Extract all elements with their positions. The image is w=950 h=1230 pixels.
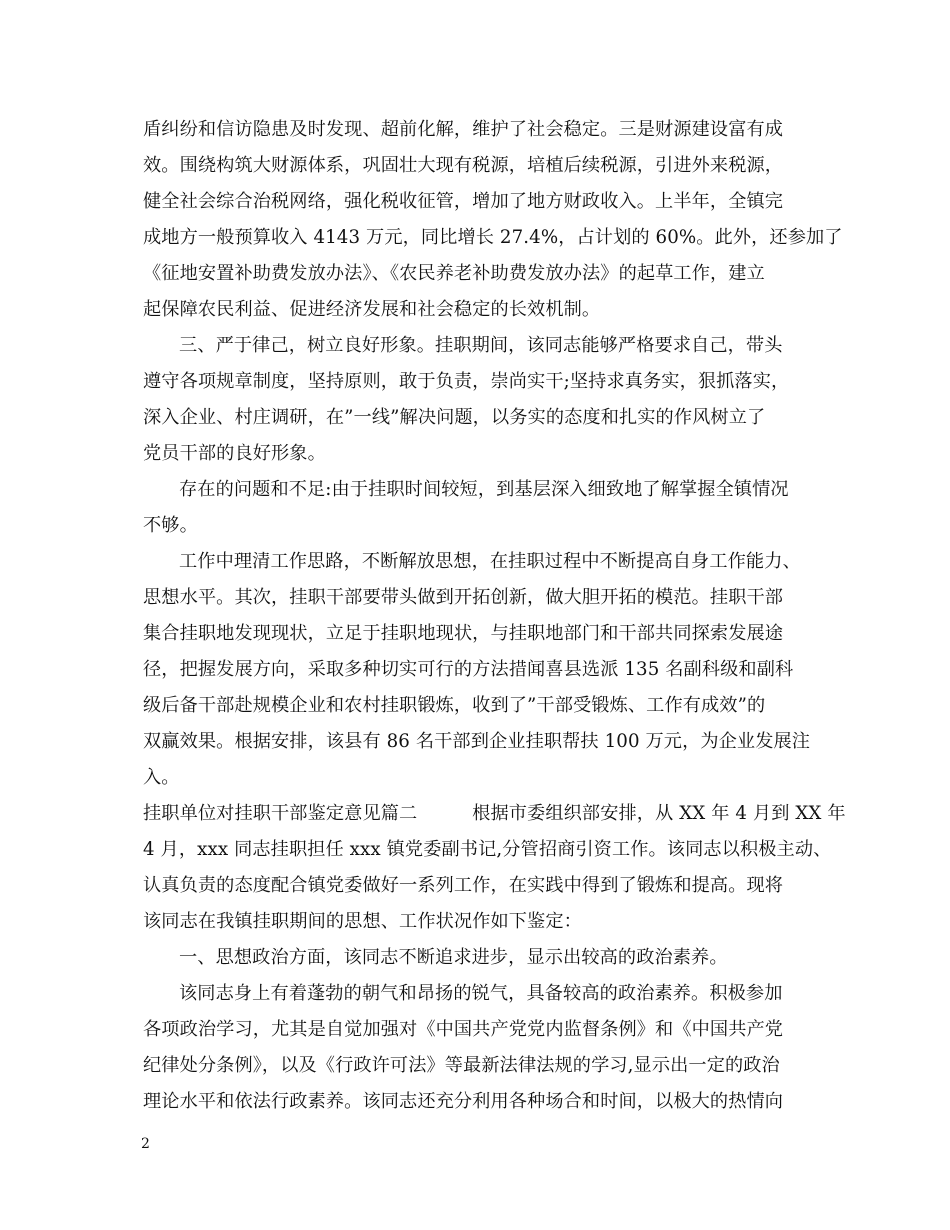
text-line: 集合挂职地发现现状，立足于挂职地现状，与挂职地部门和干部共同探索发展途: [143, 623, 784, 644]
page-number: 2: [141, 1136, 150, 1152]
section-heading-line: 挂职单位对挂职干部鉴定意见篇二 根据市委组织部安排，从 XX 年 4 月到 XX 年: [143, 803, 846, 824]
text-line: 成地方一般预算收入 4143 万元，同比增长 27.4%，占计划的 60%。此外，还参加了: [143, 227, 843, 248]
text-line: 思想水平。其次，挂职干部要带头做到开拓创新，做大胆开拓的模范。挂职干部: [143, 587, 784, 608]
text-line: 级后备干部赴规模企业和农村挂职锻炼，收到了”干部受锻炼、工作有成效”的: [143, 695, 766, 716]
text-line: 起保障农民利益、促进经济发展和社会稳定的长效机制。: [143, 299, 601, 320]
paragraph-first-line: 存在的问题和不足:由于挂职时间较短，到基层深入细致地了解掌握全镇情况: [179, 479, 789, 500]
text-line: 深入企业、村庄调研，在”一线”解决问题，以务实的态度和扎实的作风树立了: [143, 407, 766, 428]
text-line: 纪律处分条例》，以及《行政许可法》等最新法律法规的学习,显示出一定的政治: [143, 1055, 780, 1076]
text-line: 党员干部的良好形象。: [143, 443, 326, 464]
paragraph-first-line: 工作中理清工作思路，不断解放思想，在挂职过程中不断提高自身工作能力、: [179, 551, 801, 572]
text-line: 盾纠纷和信访隐患及时发现、超前化解，维护了社会稳定。三是财源建设富有成: [143, 119, 784, 140]
paragraph-first-line: 三、严于律己，树立良好形象。挂职期间，该同志能够严格要求自己，带头: [179, 335, 783, 356]
paragraph-first-line: 该同志身上有着蓬勃的朝气和昂扬的锐气，具备较高的政治素养。积极参加: [179, 983, 783, 1004]
paragraph-first-line: 一、思想政治方面，该同志不断追求进步，显示出较高的政治素养。: [179, 947, 728, 968]
text-line: 入。: [143, 767, 180, 788]
text-line: 认真负责的态度配合镇党委做好一系列工作，在实践中得到了锻炼和提高。现将: [143, 875, 784, 896]
text-line: 4 月，xxx 同志挂职担任 xxx 镇党委副书记,分管招商引资工作。该同志以积极主动、: [143, 839, 832, 860]
text-line: 效。围绕构筑大财源体系，巩固壮大现有税源，培植后续税源，引进外来税源，: [143, 155, 784, 176]
text-line: 《征地安置补助费发放办法》、《农民养老补助费发放办法》的起草工作，建立: [143, 263, 765, 284]
text-line: 健全社会综合治税网络，强化税收征管，增加了地方财政收入。上半年，全镇完: [143, 191, 784, 212]
text-line: 不够。: [143, 515, 198, 536]
text-line: 径，把握发展方向，采取多种切实可行的方法措闻喜县选派 135 名副科级和副科: [143, 659, 794, 680]
text-line: 双赢效果。根据安排，该县有 86 名干部到企业挂职帮扶 100 万元，为企业发展注: [143, 731, 811, 752]
text-line: 遵守各项规章制度，坚持原则，敢于负责，崇尚实干;坚持求真务实，狠抓落实，: [143, 371, 790, 392]
text-line: 理论水平和依法行政素养。该同志还充分利用各种场合和时间，以极大的热情向: [143, 1091, 784, 1112]
text-line: 各项政治学习，尤其是自觉加强对《中国共产党党内监督条例》和《中国共产党: [143, 1019, 784, 1040]
text-line: 该同志在我镇挂职期间的思想、工作状况作如下鉴定：: [143, 911, 582, 932]
